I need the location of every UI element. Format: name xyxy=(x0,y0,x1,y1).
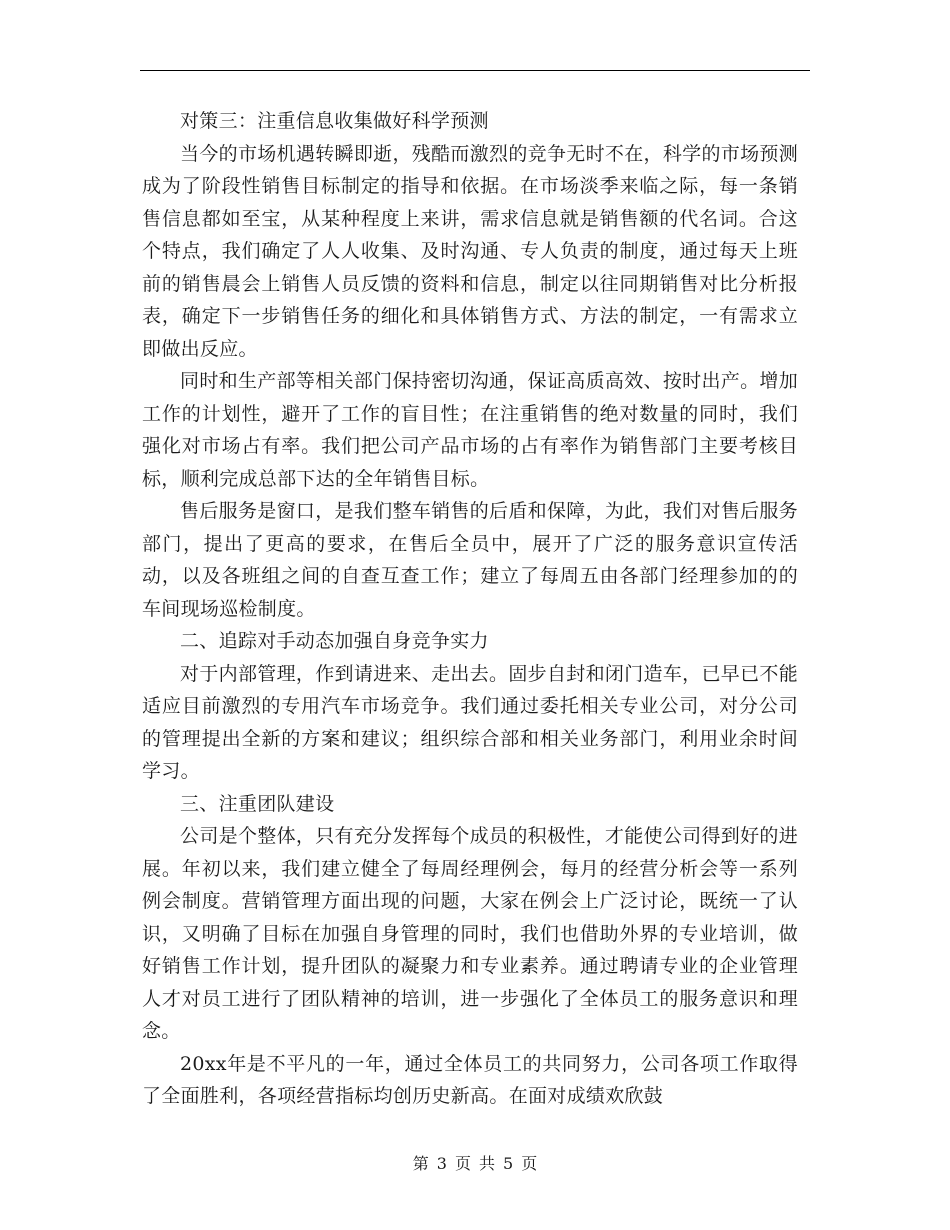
page-footer xyxy=(0,1153,950,1175)
footer-label-total: 共 xyxy=(479,1154,496,1173)
footer-total-pages: 5 xyxy=(503,1154,514,1173)
paragraph-year-summary: 20xx年是不平凡的一年，通过全体员工的共同努力，公司各项工作取得了全面胜利，各项经营指标均创历史新高。在面对成绩欢欣鼓 xyxy=(142,1052,798,1107)
document-body xyxy=(142,105,798,1113)
paragraph-heading-strategy-three: 对策三：注重信息收集做好科学预测 xyxy=(180,110,489,132)
paragraph-internal-management: 对于内部管理，作到请进来、走出去。固步自封和闭门造车，已早已不能适应目前激烈的专用汽车市场竞争。我们通过委托相关专业公司，对分公司的管理提出全新的方案和建议；组织综合部和相关业务部门，利用业余时间学习。 xyxy=(142,662,798,782)
footer-label-total-unit: 页 xyxy=(521,1154,538,1173)
paragraph-team-building: 公司是个整体，只有充分发挥每个成员的积极性，才能使公司得到好的进展。年初以来，我们建立健全了每周经理例会，每月的经营分析会等一系列例会制度。营销管理方面出现的问题，大家在例会上广泛讨论，既统一了认识，又明确了目标在加强自身管理的同时，我们也借助外界的专业培训，做好销售工作计划，提升团队的凝聚力和专业素养。通过聘请专业的企业管理人才对员工进行了团队精神的培训，进一步强化了全体员工的服务意识和理念。 xyxy=(142,825,798,1042)
paragraph-market-forecast: 当今的市场机遇转瞬即逝，残酷而激烈的竞争无时不在，科学的市场预测成为了阶段性销售目标制定的指导和依据。在市场淡季来临之际，每一条销售信息都如至宝，从某种程度上来讲，需求信息就是销售额的代名词。合这个特点，我们确定了人人收集、及时沟通、专人负责的制度，通过每天上班前的销售晨会上销售人员反馈的资料和信息，制定以往同期销售对比分析报表，确定下一步销售任务的细化和具体销售方式、方法的制定，一有需求立即做出反应。 xyxy=(142,142,798,360)
paragraph-production-communication: 同时和生产部等相关部门保持密切沟通，保证高质高效、按时出产。增加工作的计划性，避开了工作的盲目性；在注重销售的绝对数量的同时，我们强化对市场占有率。我们把公司产品市场的占有率作为销售部门主要考核目标，顺利完成总部下达的全年销售目标。 xyxy=(142,370,798,490)
paragraph-heading-section-three: 三、注重团队建设 xyxy=(180,792,335,815)
header-rule xyxy=(140,70,810,71)
footer-label-page: 第 xyxy=(412,1154,429,1173)
paragraph-after-sales-service: 售后服务是窗口，是我们整车销售的后盾和保障，为此，我们对售后服务部门，提出了更高的要求，在售后全员中，展开了广泛的服务意识宣传活动，以及各班组之间的自查互查工作；建立了每周五由各部门经理参加的的车间现场巡检制度。 xyxy=(142,500,798,620)
paragraph-heading-section-two: 二、追踪对手动态加强自身竞争实力 xyxy=(180,630,489,652)
footer-label-page-unit: 页 xyxy=(454,1154,471,1173)
footer-page-number: 3 xyxy=(436,1154,447,1173)
